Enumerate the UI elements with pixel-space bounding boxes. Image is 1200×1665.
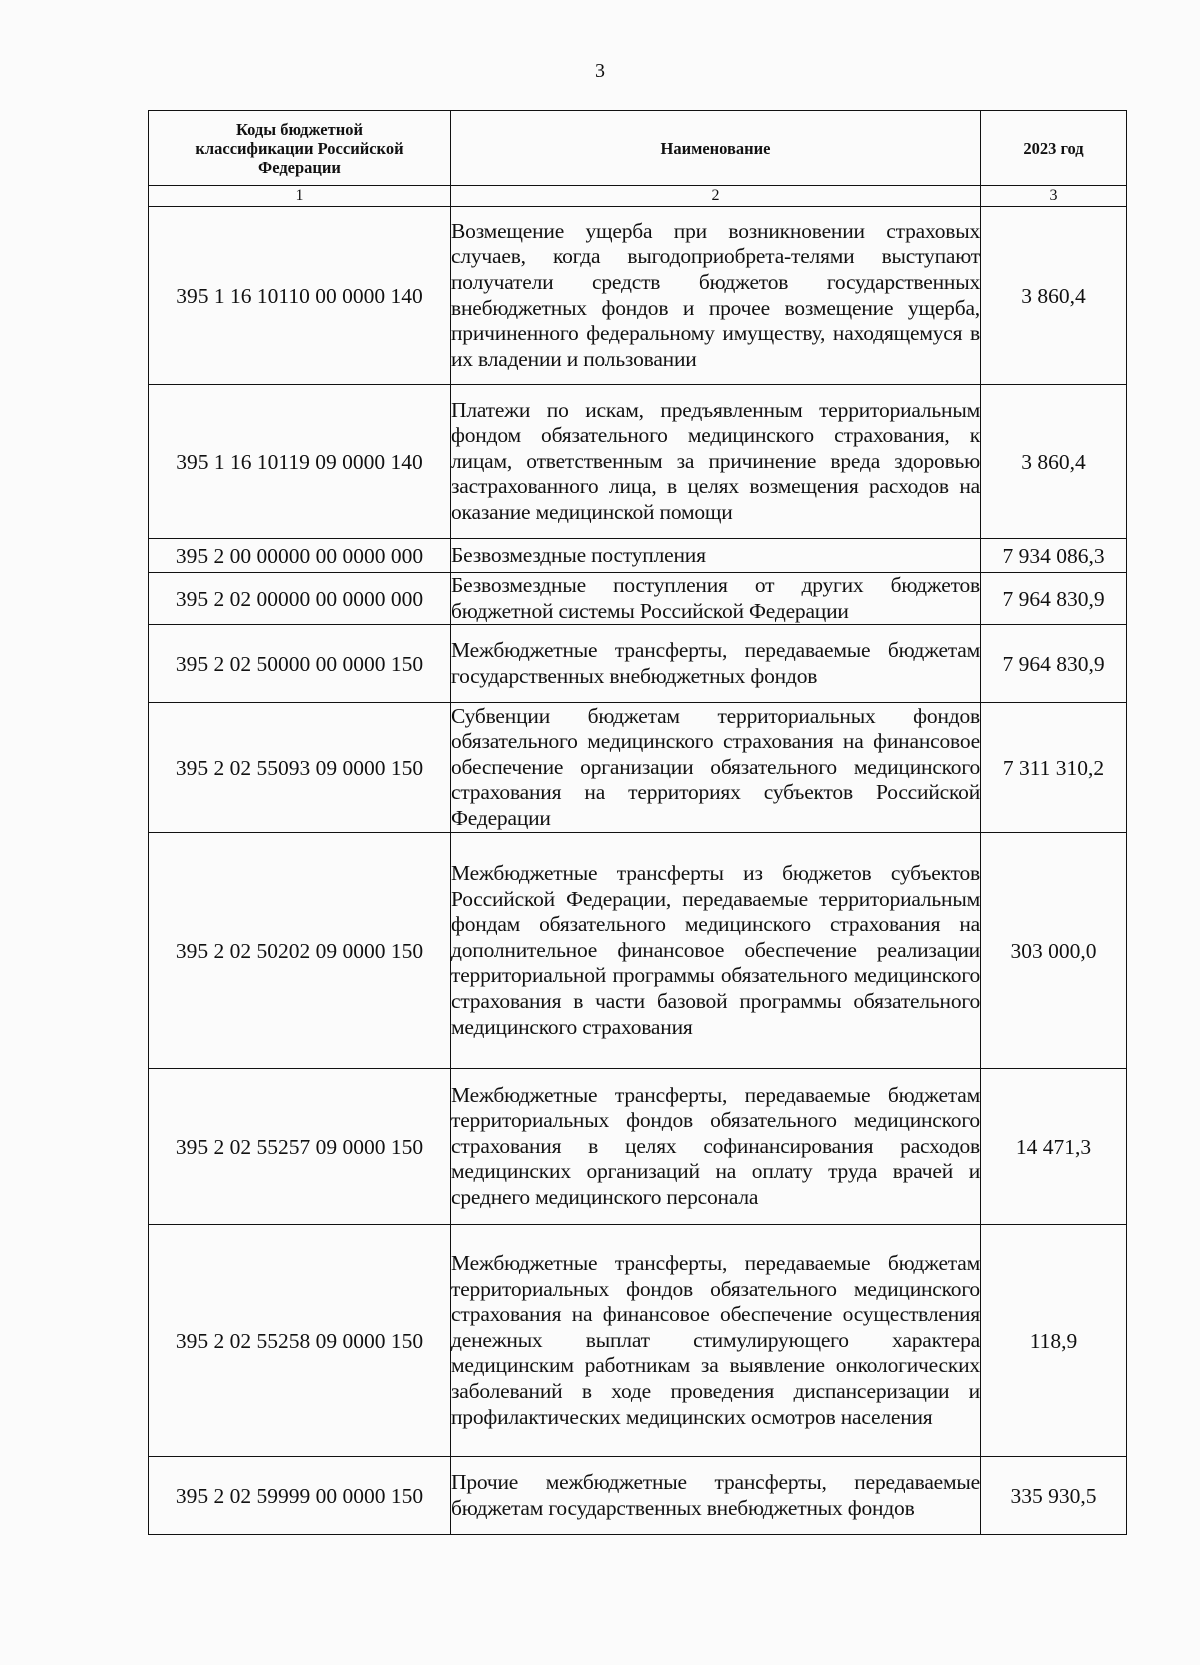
item-name: Субвенции бюджетам территориальных фондов обязательного медицинского страхования на финансовое обеспечение организации обязательного медицинского страхования на территориях субъектов Российской Федерации xyxy=(451,703,981,833)
item-amount: 335 930,5 xyxy=(981,1457,1127,1535)
header-year: 2023 год xyxy=(981,111,1127,186)
item-amount: 303 000,0 xyxy=(981,833,1127,1069)
item-amount: 7 964 830,9 xyxy=(981,573,1127,625)
budget-code: 395 2 00 00000 00 0000 000 xyxy=(149,539,451,573)
table-row xyxy=(149,833,1127,1069)
item-amount: 14 471,3 xyxy=(981,1069,1127,1225)
table-row xyxy=(149,703,1127,833)
item-amount: 3 860,4 xyxy=(981,207,1127,385)
item-amount: 7 311 310,2 xyxy=(981,703,1127,833)
budget-code: 395 2 02 55257 09 0000 150 xyxy=(149,1069,451,1225)
item-amount: 7 934 086,3 xyxy=(981,539,1127,573)
table-row xyxy=(149,1225,1127,1457)
item-amount: 118,9 xyxy=(981,1225,1127,1457)
column-number-row xyxy=(149,186,1127,207)
budget-revenue-table xyxy=(148,110,1127,1535)
column-number: 2 xyxy=(451,186,981,207)
item-amount: 3 860,4 xyxy=(981,385,1127,539)
table-row xyxy=(149,625,1127,703)
item-name: Безвозмездные поступления xyxy=(451,539,981,573)
item-name: Возмещение ущерба при возникновении страховых случаев, когда выгодоприобрета-телями выступают получатели средств бюджетов государственных внебюджетных фондов и прочее возмещение ущерба, причиненного федеральному имуществу, находящемуся в их владении и пользовании xyxy=(451,207,981,385)
item-name: Прочие межбюджетные трансферты, передаваемые бюджетам государственных внебюджетных фондов xyxy=(451,1457,981,1535)
column-number: 1 xyxy=(149,186,451,207)
budget-code: 395 1 16 10119 09 0000 140 xyxy=(149,385,451,539)
budget-code: 395 2 02 59999 00 0000 150 xyxy=(149,1457,451,1535)
table-row xyxy=(149,207,1127,385)
page-number: 3 xyxy=(595,60,605,82)
header-code: Коды бюджетной классификации Российской Федерации xyxy=(149,111,451,186)
budget-code: 395 2 02 55093 09 0000 150 xyxy=(149,703,451,833)
column-number: 3 xyxy=(981,186,1127,207)
item-name: Межбюджетные трансферты, передаваемые бюджетам территориальных фондов обязательного медицинского страхования в целях софинансирования расходов медицинских организаций на оплату труда врачей и среднего медицинского персонала xyxy=(451,1069,981,1225)
item-name: Межбюджетные трансферты из бюджетов субъектов Российской Федерации, передаваемые территориальным фондам обязательного медицинского страхования на дополнительное финансовое обеспечение реализации территориальной программы обязательного медицинского страхования в части базовой программы обязательного медицинского страхования xyxy=(451,833,981,1069)
item-amount: 7 964 830,9 xyxy=(981,625,1127,703)
table-row xyxy=(149,1069,1127,1225)
item-name: Межбюджетные трансферты, передаваемые бюджетам государственных внебюджетных фондов xyxy=(451,625,981,703)
budget-code: 395 2 02 50000 00 0000 150 xyxy=(149,625,451,703)
table-row xyxy=(149,539,1127,573)
header-name: Наименование xyxy=(451,111,981,186)
budget-code: 395 2 02 55258 09 0000 150 xyxy=(149,1225,451,1457)
item-name: Межбюджетные трансферты, передаваемые бюджетам территориальных фондов обязательного медицинского страхования на финансовое обеспечение осуществления денежных выплат стимулирующего характера медицинским работникам за выявление онкологических заболеваний в ходе проведения диспансеризации и профилактических медицинских осмотров населения xyxy=(451,1225,981,1457)
table-row xyxy=(149,385,1127,539)
budget-code: 395 2 02 00000 00 0000 000 xyxy=(149,573,451,625)
budget-code: 395 2 02 50202 09 0000 150 xyxy=(149,833,451,1069)
item-name: Безвозмездные поступления от других бюджетов бюджетной системы Российской Федерации xyxy=(451,573,981,625)
table-header-row xyxy=(149,111,1127,186)
table-row xyxy=(149,1457,1127,1535)
item-name: Платежи по искам, предъявленным территориальным фондом обязательного медицинского страхования, к лицам, ответственным за причинение вреда здоровью застрахованного лица, в целях возмещения расходов на оказание медицинской помощи xyxy=(451,385,981,539)
table-row xyxy=(149,573,1127,625)
budget-code: 395 1 16 10110 00 0000 140 xyxy=(149,207,451,385)
